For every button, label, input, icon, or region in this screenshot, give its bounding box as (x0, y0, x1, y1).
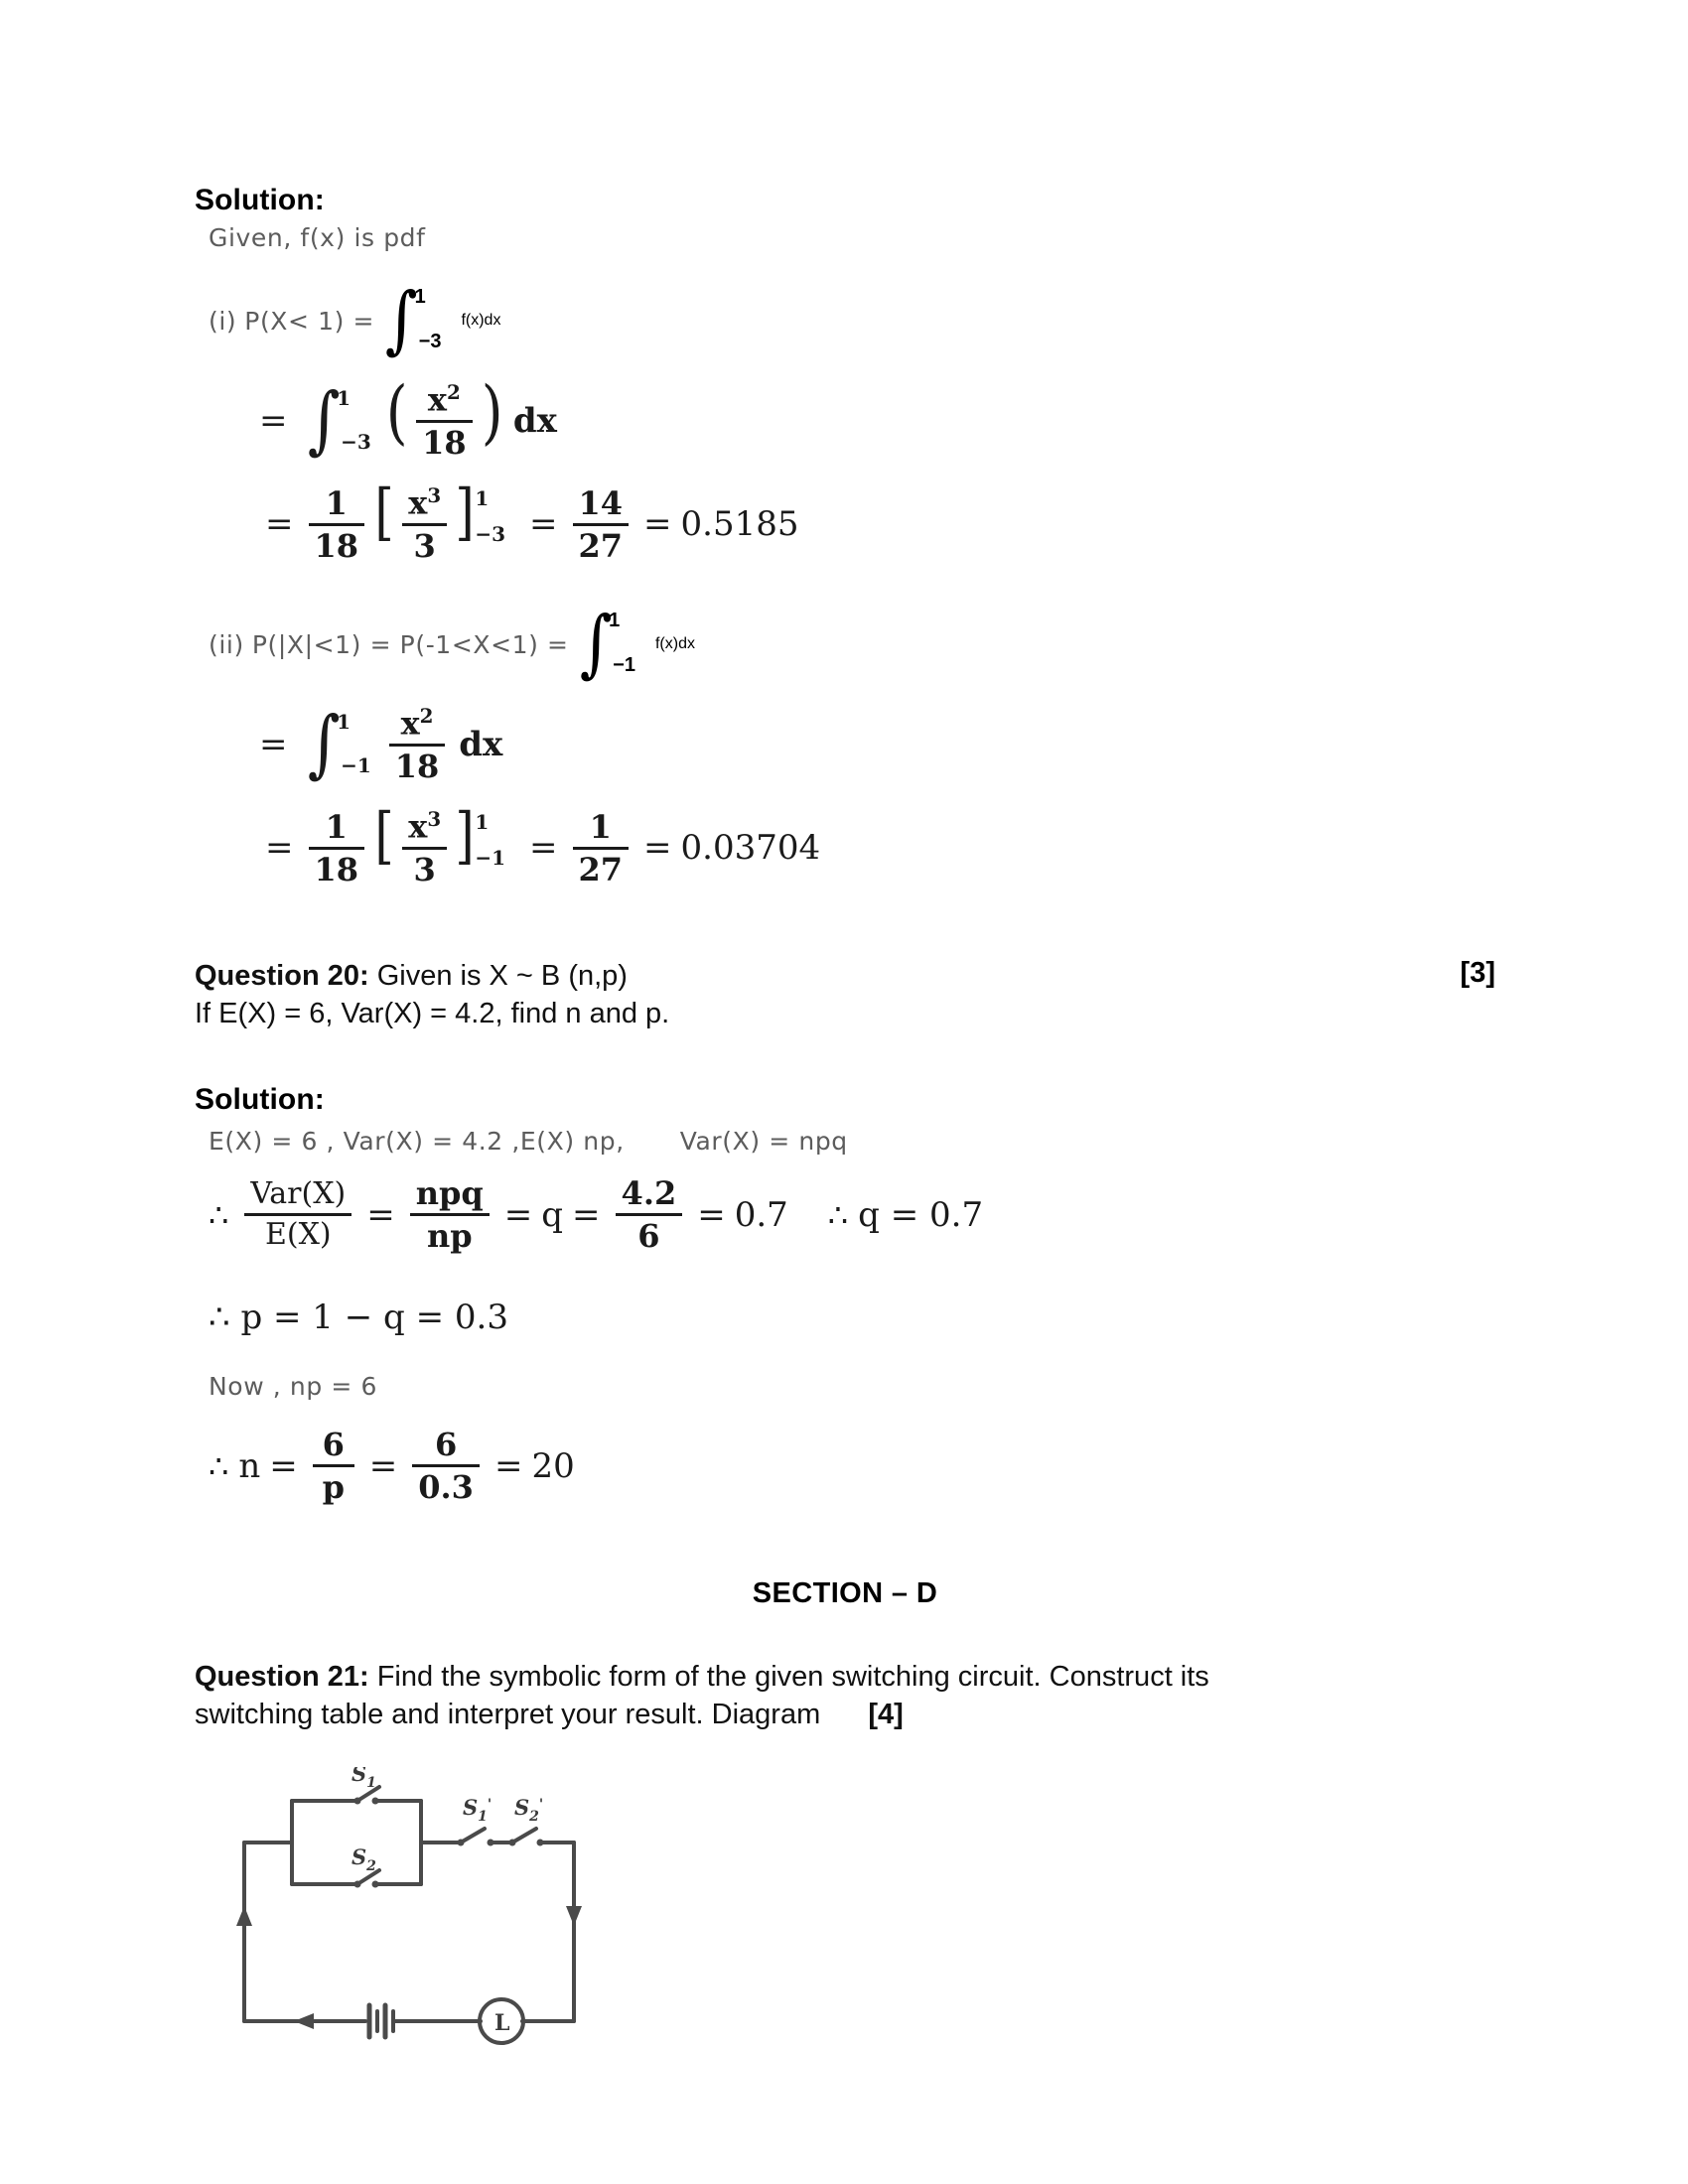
question-21-text (195, 1658, 1495, 1734)
label-switch-s2: $S_2$ (352, 1844, 376, 1875)
integral-limits (337, 386, 371, 454)
bracket-lower-limit: −3 (475, 522, 505, 547)
fraction-denominator: 18 (422, 423, 467, 462)
fraction-denominator: 3 (413, 526, 436, 565)
question-20-line-1: Given is X ~ B (n,p) (376, 960, 628, 992)
part-i-line-2 (250, 371, 1495, 465)
right-bracket: ] (455, 476, 475, 549)
therefore-symbol-3: ∴ (209, 1446, 229, 1485)
label-switch-s1: $S_1$ (352, 1767, 376, 1792)
bracket-limits (475, 486, 505, 548)
integral-limits (609, 610, 635, 676)
switch-s1-prime-blade (461, 1829, 485, 1843)
integral-symbol-i-1 (382, 277, 442, 363)
fraction-denominator: 18 (314, 850, 359, 888)
variable-q: q (541, 1194, 564, 1235)
fraction-numerator: Var(X) (250, 1176, 347, 1212)
arrow-up-left (236, 1906, 252, 1926)
given-pdf-line: Given, f(x) is pdf (209, 223, 426, 252)
label-switch-s1-prime: $S_1'$ (463, 1795, 492, 1826)
equals-sign-1: = (366, 1194, 395, 1235)
fraction-x2-over-18 (389, 704, 446, 785)
fraction-numerator: $x^2$ (400, 704, 434, 743)
q-value: 0.7 (734, 1194, 788, 1235)
fraction-numerator: 1 (325, 807, 348, 846)
question-21-block (195, 1658, 1495, 1734)
label-lamp: L (494, 2010, 510, 2037)
question-20-line-2: If E(X) = 6, Var(X) = 4.2, find n and p. (195, 998, 670, 1030)
equals-sign-3: = (493, 1445, 523, 1486)
node-s2p-right (537, 1840, 544, 1846)
fraction-numerator: npq (415, 1174, 484, 1213)
integral-symbol-ii-2 (305, 701, 371, 787)
part-ii-statement: P(|X|<1) = P(-1<X<1) = (251, 629, 569, 659)
equals-sign-1: = (269, 1445, 298, 1486)
part-i-line-1 (209, 277, 1495, 363)
fraction-numerator: 6 (322, 1426, 345, 1464)
equals-sign: = (265, 828, 294, 868)
part-i-statement: P(X< 1) = (244, 306, 375, 336)
equals-sign-3: = (643, 504, 672, 544)
fraction-numerator: 4.2 (621, 1174, 677, 1213)
bracket-group-ii (372, 799, 505, 888)
integral-glyph: ∫ (579, 601, 613, 687)
therefore-symbol: ∴ (209, 1195, 229, 1234)
paren-group-i (383, 371, 505, 462)
equals-sign-3: = (643, 828, 672, 868)
question-21-label: Question 21: (195, 1660, 369, 1693)
arrow-down-right (566, 1906, 582, 1926)
fraction-x3-over-3 (402, 483, 447, 565)
fraction-var-over-e (244, 1176, 352, 1253)
question-20-label: Question 20: (195, 960, 369, 992)
integrand-i: f(x)dx (461, 312, 501, 329)
fraction-denominator: 18 (314, 526, 359, 565)
bracket-limits (475, 810, 505, 872)
fraction-numerator: $x^2$ (427, 380, 461, 419)
question-20-block (195, 957, 1495, 1033)
part-ii-line-1 (209, 601, 1495, 687)
question-21-line-2: switching table and interpret your result. Diagram (195, 1698, 821, 1730)
integral-symbol-ii-1 (577, 601, 635, 687)
section-d-heading: SECTION – D (752, 1576, 938, 1609)
fraction-denominator: 18 (394, 747, 440, 785)
n-value-line (209, 1417, 1495, 1516)
fraction-numerator: 1 (589, 807, 612, 846)
fraction-denominator: p (322, 1468, 345, 1507)
therefore-symbol-2: ∴ (827, 1195, 849, 1234)
fraction-denominator: np (426, 1217, 473, 1256)
part-i-label: (i) (209, 306, 237, 336)
fraction-1-over-18 (309, 483, 365, 565)
fraction-denominator: E(X) (264, 1217, 332, 1253)
exponent: 3 (427, 483, 442, 508)
fraction-numerator: 6 (434, 1426, 458, 1464)
node-s1-right (372, 1798, 379, 1805)
fraction-6-over-0p3 (412, 1426, 480, 1507)
switch-s2-prime-blade (512, 1829, 536, 1843)
given-variance-line: Var(X) = npq (679, 1126, 848, 1156)
question-20-text (195, 957, 669, 1033)
n-result: 20 (531, 1445, 575, 1486)
dx-i: dx (512, 401, 557, 441)
integrand-ii: f(x)dx (654, 635, 695, 652)
switching-circuit-diagram (224, 1767, 651, 2065)
integral-upper-limit: 1 (609, 610, 621, 631)
part-ii-label: (ii) (209, 629, 244, 659)
equals-sign-2: = (503, 1194, 533, 1235)
question-21-marks: [4] (868, 1698, 904, 1730)
bracket-group-i (372, 476, 505, 565)
equals-sign-2: = (529, 828, 558, 868)
fraction-denominator: 6 (637, 1217, 660, 1256)
p-value-line (209, 1291, 1495, 1344)
solution-1-block (195, 184, 1495, 893)
equals-sign: = (259, 401, 288, 441)
label-switch-s2-prime: $S_2'$ (514, 1795, 544, 1826)
page-content (195, 184, 1495, 2065)
bracket-upper-limit: 1 (475, 486, 490, 511)
integral-lower-limit: −1 (341, 753, 371, 777)
question-21-line-1: Find the symbolic form of the given switching circuit. Construct its (376, 1660, 1209, 1693)
bracket-lower-limit: −1 (475, 846, 505, 871)
arrow-left-bottom (294, 2013, 314, 2029)
integral-limits (337, 710, 371, 777)
equals-sign: = (259, 725, 288, 764)
solution-heading-1: Solution: (195, 184, 325, 216)
p-equation: ∴ p = 1 − q = 0.3 (209, 1297, 508, 1337)
part-i-line-3 (256, 478, 1495, 570)
exponent: 3 (427, 807, 442, 832)
exponent: 2 (446, 380, 461, 405)
integral-glyph: ∫ (307, 377, 341, 464)
given-expectation-line: E(X) = 6 , Var(X) = 4.2 ,E(X) np, (209, 1126, 625, 1156)
fraction-4p2-over-6 (616, 1174, 683, 1256)
node-s2p-left (509, 1840, 516, 1846)
fraction-denominator: 27 (578, 850, 624, 888)
equals-sign-2: = (529, 504, 558, 544)
left-bracket: [ (374, 476, 394, 549)
fraction-x2-over-18 (416, 380, 473, 462)
equals-sign-4: = (697, 1194, 726, 1235)
fraction-numerator: 1 (325, 483, 348, 522)
part-ii-line-2 (250, 701, 1495, 788)
node-s1-left (354, 1798, 361, 1805)
fraction-denominator: 27 (578, 526, 624, 565)
integral-glyph: ∫ (384, 277, 418, 363)
integral-glyph: ∫ (307, 701, 341, 787)
now-np-line: Now , np = 6 (209, 1371, 377, 1401)
solution-2-given-row (209, 1127, 1495, 1156)
left-paren: ( (385, 371, 408, 454)
fraction-numerator: $x^3$ (408, 807, 442, 846)
part-ii-line-3 (256, 799, 1495, 893)
node-s2-left (354, 1881, 361, 1888)
equals-sign: = (265, 504, 294, 544)
left-bracket: [ (374, 799, 394, 873)
fraction-numerator: $x^3$ (408, 483, 442, 522)
fraction-denominator: 0.3 (418, 1468, 474, 1507)
fraction-npq-over-np (410, 1174, 490, 1256)
node-s1p-right (488, 1840, 494, 1846)
integral-upper-limit: 1 (337, 386, 351, 410)
integral-lower-limit: −3 (418, 331, 442, 352)
bracket-upper-limit: 1 (475, 810, 490, 835)
fraction-1-over-18 (309, 807, 365, 888)
equals-sign-3: = (572, 1194, 601, 1235)
dx-ii: dx (459, 725, 503, 764)
solution-heading-2: Solution: (195, 1082, 325, 1116)
equals-sign-2: = (368, 1445, 398, 1486)
integral-upper-limit: 1 (337, 710, 351, 734)
question-20-marks: [3] (1460, 957, 1495, 989)
variable-n: n (238, 1445, 261, 1486)
fraction-denominator: 3 (413, 850, 436, 888)
integral-lower-limit: −3 (341, 430, 371, 454)
fraction-x3-over-3 (402, 807, 447, 888)
fraction-14-over-27 (573, 483, 630, 565)
fraction-6-over-p (313, 1426, 354, 1507)
integral-limits (414, 286, 442, 352)
integral-lower-limit: −1 (613, 654, 635, 676)
circuit-svg (224, 1767, 651, 2065)
node-s1p-left (458, 1840, 465, 1846)
fraction-numerator: 14 (578, 483, 624, 522)
variance-ratio-line (209, 1165, 1495, 1265)
result-decimal-i: 0.5185 (680, 504, 799, 544)
fraction-1-over-27 (573, 807, 630, 888)
exponent: 2 (419, 704, 434, 729)
node-s2-right (372, 1881, 379, 1888)
integral-symbol-i-2 (305, 377, 371, 464)
right-bracket: ] (455, 799, 475, 873)
result-decimal-ii: 0.03704 (680, 828, 821, 868)
solution-2-block (195, 1083, 1495, 1516)
q-conclusion: q = 0.7 (858, 1194, 984, 1235)
right-paren: ) (481, 371, 503, 454)
integral-upper-limit: 1 (414, 286, 426, 308)
